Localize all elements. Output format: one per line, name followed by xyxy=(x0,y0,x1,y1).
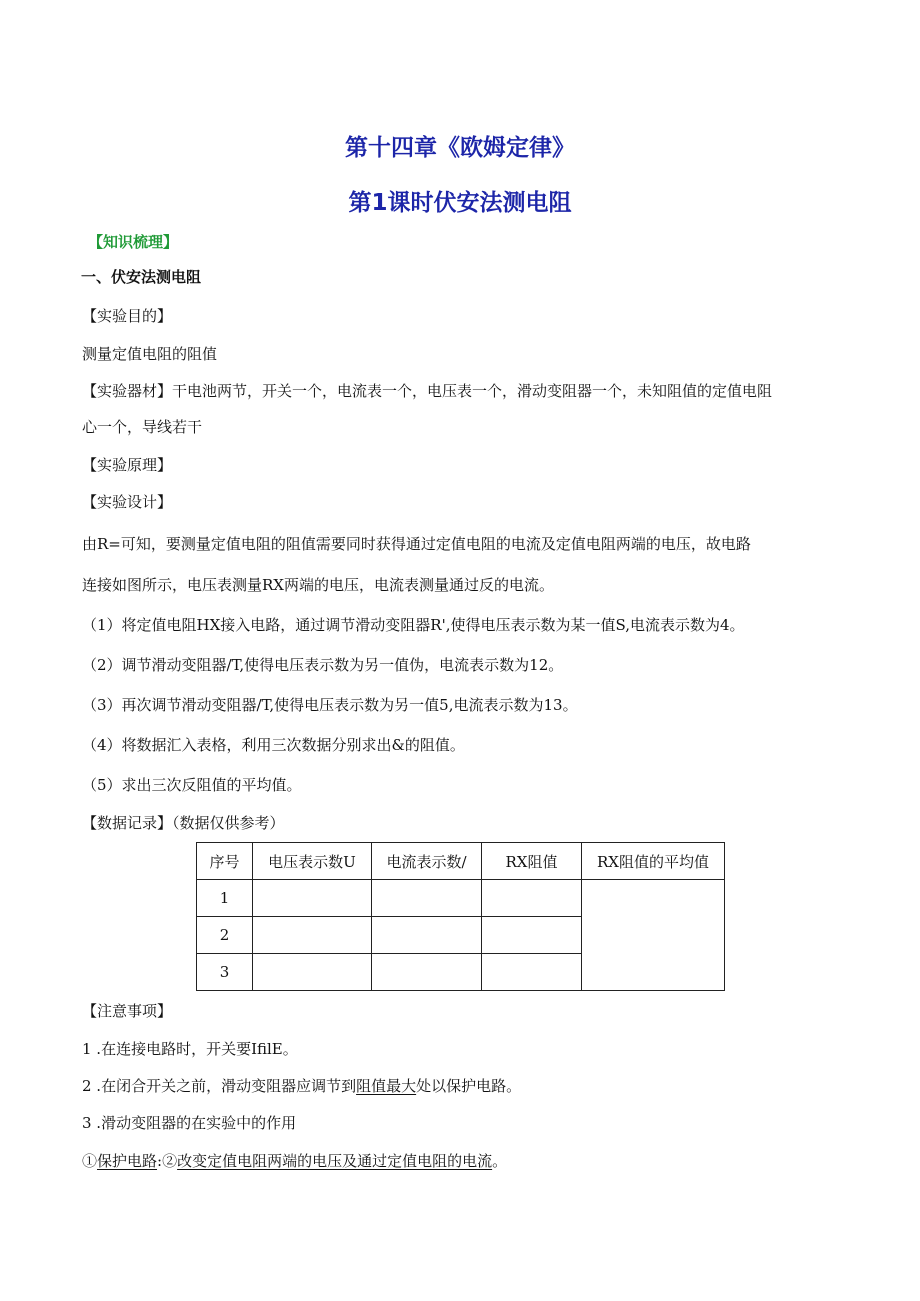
row-index: 3 xyxy=(197,954,253,991)
table-cell xyxy=(482,954,582,991)
purpose-label: 【实验目的】 xyxy=(82,307,173,325)
knowledge-heading: 【知识梳理】 xyxy=(88,233,179,251)
data-record-table xyxy=(196,842,725,991)
note-4-part1: 保护电路 xyxy=(97,1152,158,1170)
section-heading: 一、伏安法测电阻 xyxy=(81,268,202,286)
record-label: 【数据记录】（数据仅供参考） xyxy=(82,814,285,832)
step-4: （4）将数据汇入表格，利用三次数据分别求出&的阻值。 xyxy=(82,736,465,754)
note-4-circle-1: ① xyxy=(82,1152,98,1170)
row-index: 2 xyxy=(197,917,253,954)
table-cell xyxy=(372,954,482,991)
design-line1: 由R=可知，要测量定值电阻的阻值需要同时获得通过定值电阻的电流及定值电阻两端的电压，故电路 xyxy=(82,535,751,553)
table-cell xyxy=(372,917,482,954)
materials-line2: 心一个，导线若干 xyxy=(82,418,203,436)
note-3: 3 .滑动变阻器的在实验中的作用 xyxy=(82,1114,297,1132)
table-cell xyxy=(482,880,582,917)
note-2-underlined: 阻值最大 xyxy=(356,1077,417,1095)
notes-label: 【注意事项】 xyxy=(82,1002,173,1020)
design-line2: 连接如图所示，电压表测量RX两端的电压，电流表测量通过反的电流。 xyxy=(82,576,554,594)
note-4-part2: 改变定值电阻两端的电压及通过定值电阻的电流 xyxy=(177,1152,493,1170)
table-cell xyxy=(253,917,372,954)
step-2: （2）调节滑动变阻器/T,使得电压表示数为另一值伪，电流表示数为12。 xyxy=(82,656,564,674)
header-average: RX阻值的平均值 xyxy=(582,843,725,880)
note-2-suffix: 处以保护电路。 xyxy=(416,1077,522,1095)
step-1: （1）将定值电阻HX接入电路，通过调节滑动变阻器R',使得电压表示数为某一值S,电流表示数为4。 xyxy=(82,616,745,634)
note-4 xyxy=(82,1150,507,1171)
design-label: 【实验设计】 xyxy=(82,493,173,511)
lesson-title: 第1课时伏安法测电阻 xyxy=(348,190,572,216)
step-3: （3）再次调节滑动变阻器/T,使得电压表示数为另一值5,电流表示数为13。 xyxy=(82,696,578,714)
principle-label: 【实验原理】 xyxy=(82,456,173,474)
header-resistance: RX阻值 xyxy=(482,843,582,880)
note-1: 1 .在连接电路时，开关要IfilE。 xyxy=(82,1040,298,1058)
step-5: （5）求出三次反阻值的平均值。 xyxy=(82,776,302,794)
header-voltage: 电压表示数U xyxy=(253,843,372,880)
table-row xyxy=(197,880,725,917)
table-cell xyxy=(372,880,482,917)
average-cell xyxy=(582,880,725,991)
note-4-sep: :② xyxy=(157,1152,178,1170)
chapter-title: 第十四章《欧姆定律》 xyxy=(345,135,575,161)
note-4-end: 。 xyxy=(492,1152,508,1170)
purpose-text: 测量定值电阻的阻值 xyxy=(82,345,218,363)
table-cell xyxy=(253,880,372,917)
table-cell xyxy=(253,954,372,991)
note-2-prefix: 2 .在闭合开关之前，滑动变阻器应调节到 xyxy=(82,1077,357,1095)
header-index: 序号 xyxy=(197,843,253,880)
row-index: 1 xyxy=(197,880,253,917)
header-current: 电流表示数/ xyxy=(372,843,482,880)
table-header-row xyxy=(197,843,725,880)
table-cell xyxy=(482,917,582,954)
note-2 xyxy=(82,1075,521,1096)
materials-line1: 【实验器材】干电池两节，开关一个，电流表一个，电压表一个，滑动变阻器一个，未知阻值的定值电阻 xyxy=(82,382,773,400)
